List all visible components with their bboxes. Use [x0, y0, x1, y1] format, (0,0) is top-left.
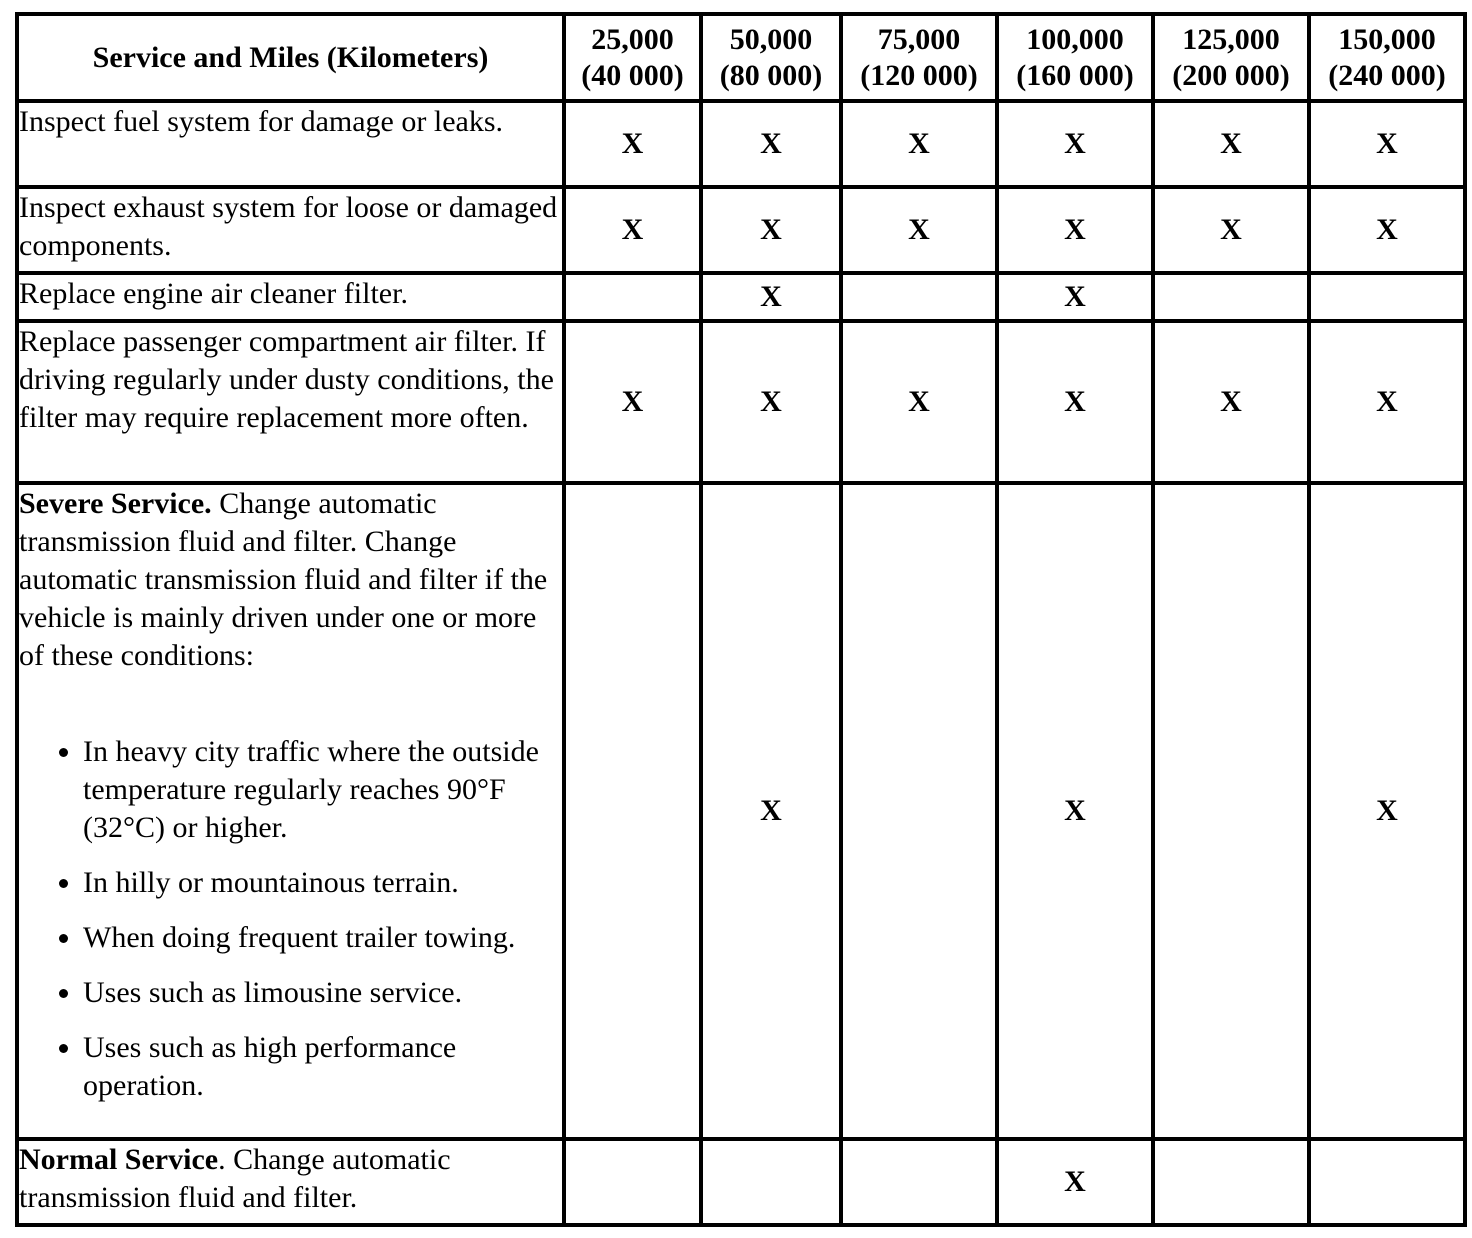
schedule-mark: X	[701, 187, 841, 273]
list-item: • Uses such as limousine service.	[83, 974, 562, 1012]
service-column-header: Service and Miles (Kilometers)	[17, 14, 564, 101]
schedule-mark	[1309, 1139, 1465, 1225]
table-row	[17, 101, 1465, 187]
severe-service-label: Severe Service.	[19, 487, 212, 520]
list-item: • In heavy city traffic where the outside temperature regularly reaches 90°F (32°C) or higher.	[83, 733, 562, 847]
normal-service-text: . Change automatic transmission fluid and filter.	[19, 1143, 451, 1214]
schedule-mark: X	[997, 1139, 1153, 1225]
schedule-mark: X	[1309, 483, 1465, 1139]
schedule-mark: X	[997, 321, 1153, 483]
interval-miles: 100,000	[1026, 22, 1124, 56]
interval-miles: 25,000	[591, 22, 674, 56]
schedule-mark	[1153, 1139, 1309, 1225]
maintenance-schedule-table	[15, 12, 1467, 1227]
service-description: Replace engine air cleaner filter.	[17, 273, 564, 321]
schedule-mark: X	[997, 483, 1153, 1139]
schedule-mark	[841, 483, 997, 1139]
schedule-mark	[1153, 483, 1309, 1139]
schedule-mark: X	[1153, 321, 1309, 483]
schedule-mark: X	[1153, 101, 1309, 187]
service-description: Inspect exhaust system for loose or damaged components.	[17, 187, 564, 273]
interval-header	[564, 14, 701, 101]
normal-service-label: Normal Service	[19, 1143, 219, 1176]
schedule-mark: X	[564, 321, 701, 483]
interval-miles: 125,000	[1182, 22, 1280, 56]
schedule-mark: X	[997, 101, 1153, 187]
severe-service-text: Change automatic transmission fluid and filter. Change automatic transmission fluid and filter if the vehicle is mainly driven under one or more of these conditions:	[19, 487, 548, 672]
interval-km: (240 000)	[1328, 58, 1446, 92]
conditions-list	[19, 733, 562, 1105]
header-row	[17, 14, 1465, 101]
table-row	[17, 321, 1465, 483]
list-item: • When doing frequent trailer towing.	[83, 919, 562, 957]
interval-km: (160 000)	[1016, 58, 1134, 92]
schedule-mark: X	[701, 273, 841, 321]
schedule-mark: X	[997, 187, 1153, 273]
schedule-mark	[564, 1139, 701, 1225]
table-row	[17, 187, 1465, 273]
schedule-mark: X	[1309, 101, 1465, 187]
schedule-mark: X	[564, 101, 701, 187]
schedule-mark	[701, 1139, 841, 1225]
schedule-mark	[564, 273, 701, 321]
interval-header	[1309, 14, 1465, 101]
schedule-mark: X	[1309, 321, 1465, 483]
interval-header	[701, 14, 841, 101]
list-item: • In hilly or mountainous terrain.	[83, 864, 562, 902]
interval-header	[997, 14, 1153, 101]
schedule-mark: X	[1309, 187, 1465, 273]
service-description	[17, 483, 564, 1139]
schedule-mark: X	[564, 187, 701, 273]
table-row	[17, 1139, 1465, 1225]
schedule-mark: X	[841, 321, 997, 483]
schedule-mark	[1153, 273, 1309, 321]
interval-miles: 75,000	[877, 22, 961, 56]
schedule-mark: X	[701, 101, 841, 187]
interval-km: (80 000)	[719, 58, 823, 92]
schedule-mark: X	[841, 101, 997, 187]
schedule-mark	[1309, 273, 1465, 321]
interval-header	[841, 14, 997, 101]
schedule-mark: X	[997, 273, 1153, 321]
service-description: Replace passenger compartment air filter. If driving regularly under dusty conditions, the filter may require replacement more often.	[17, 321, 564, 483]
interval-km: (120 000)	[860, 58, 978, 92]
schedule-mark	[841, 273, 997, 321]
interval-km: (200 000)	[1172, 58, 1290, 92]
service-description: Inspect fuel system for damage or leaks.	[17, 101, 564, 187]
interval-km: (40 000)	[581, 58, 684, 92]
list-item: • Uses such as high performance operation.	[83, 1029, 562, 1105]
service-description	[17, 1139, 564, 1225]
schedule-mark	[564, 483, 701, 1139]
schedule-mark: X	[701, 321, 841, 483]
interval-miles: 150,000	[1338, 22, 1436, 56]
schedule-mark	[841, 1139, 997, 1225]
schedule-mark: X	[701, 483, 841, 1139]
table-row	[17, 273, 1465, 321]
schedule-mark: X	[1153, 187, 1309, 273]
interval-header	[1153, 14, 1309, 101]
interval-miles: 50,000	[729, 22, 813, 56]
table-row	[17, 483, 1465, 1139]
schedule-mark: X	[841, 187, 997, 273]
